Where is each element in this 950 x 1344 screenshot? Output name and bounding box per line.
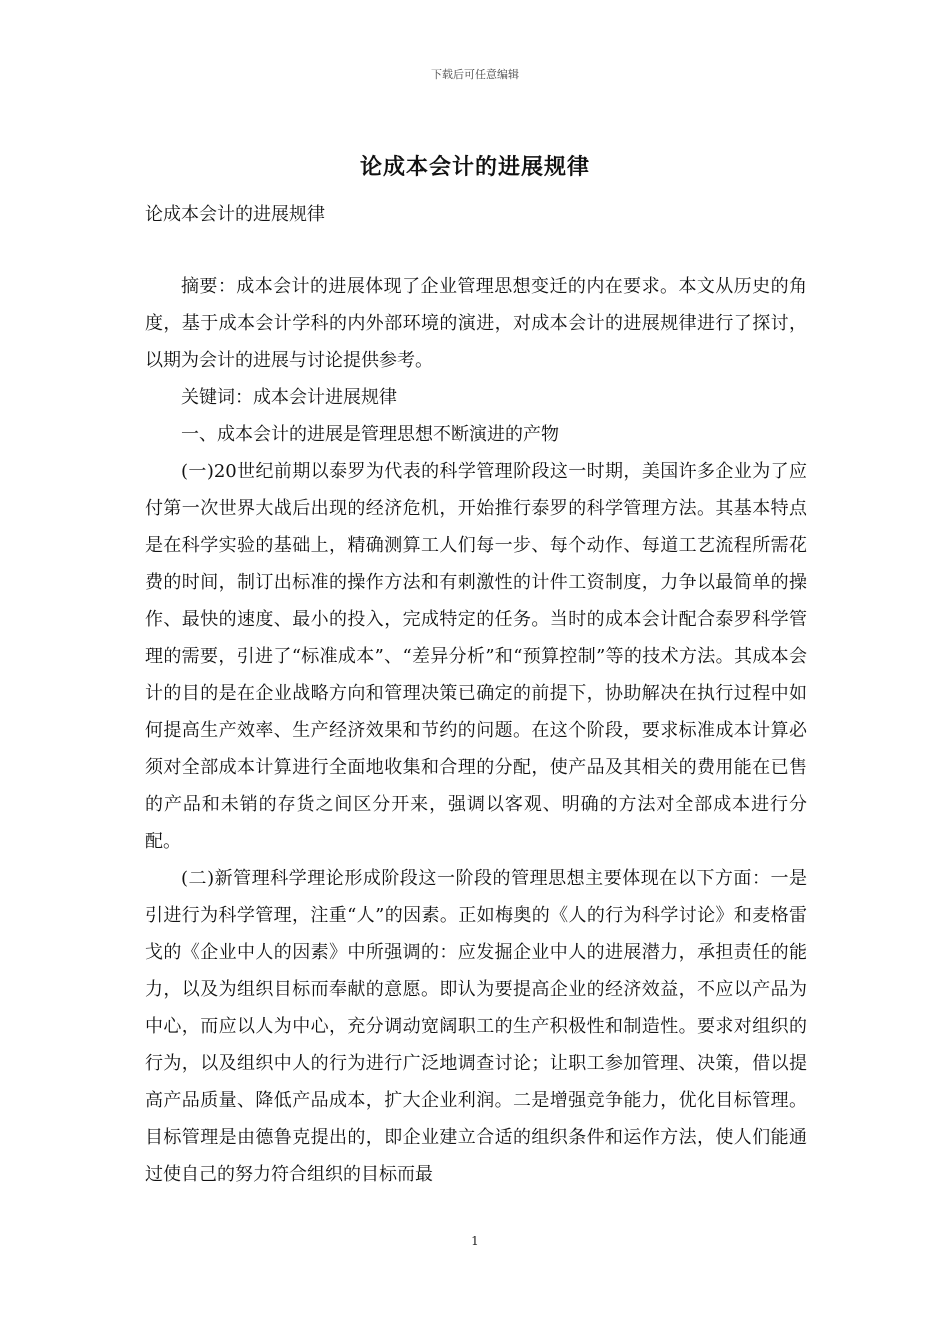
abstract-paragraph: 摘要：成本会计的进展体现了企业管理思想变迁的内在要求。本文从历史的角度，基于成本会计学科的内外部环境的演进，对成本会计的进展规律进行了探讨，以期为会计的进展与讨论提供参考。 xyxy=(145,276,807,371)
document-subtitle: 论成本会计的进展规律 xyxy=(145,204,325,225)
body-paragraph: (一)20世纪前期以泰罗为代表的科学管理阶段这一时期，美国许多企业为了应付第一次世界大战后出现的经济危机，开始推行泰罗的科学管理方法。其基本特点是在科学实验的基础上，精确测算工人们每一步、每个动作、每道工艺流程所需花费的时间，制订出标准的操作方法和有刺激性的计件工资制度，力争以最简单的操作、最快的速度、最小的投入，完成特定的任务。当时的成本会计配合泰罗科学管理的需要，引进了“标准成本”、“差异分析”和“预算控制”等的技术方法。其成本会计的目的是在企业战略方向和管理决策已确定的前提下，协助解决在执行过程中如何提高生产效率、生产经济效果和节约的问题。在这个阶段，要求标准成本计算必须对全部成本计算进行全面地收集和合理的分配，使产品及其相关的费用能在已售的产品和未销的存货之间区分开来，强调以客观、明确的方法对全部成本进行分配。 xyxy=(145,461,807,852)
keywords-paragraph: 关键词：成本会计进展规律 xyxy=(181,387,397,408)
page-number: 1 xyxy=(471,1234,479,1248)
body-text xyxy=(145,268,807,1193)
section-heading: 一、成本会计的进展是管理思想不断演进的产物 xyxy=(181,424,559,445)
body-paragraph: (二)新管理科学理论形成阶段这一阶段的管理思想主要体现在以下方面：一是引进行为科学管理，注重“人”的因素。正如梅奥的《人的行为科学讨论》和麦格雷戈的《企业中人的因素》中所强调的：应发掘企业中人的进展潜力，承担责任的能力，以及为组织目标而奉献的意愿。即认为要提高企业的经济效益，不应以产品为中心，而应以人为中心，充分调动宽阔职工的生产积极性和制造性。要求对组织的行为，以及组织中人的行为进行广泛地调查讨论；让职工参加管理、决策，借以提高产品质量、降低产品成本，扩大企业利润。二是增强竞争能力，优化目标管理。目标管理是由德鲁克提出的，即企业建立合适的组织条件和运作方法，使人们能通过使自己的努力符合组织的目标而最 xyxy=(145,868,807,1185)
page-header-note: 下载后可任意编辑 xyxy=(431,68,519,81)
document-title: 论成本会计的进展规律 xyxy=(359,154,590,180)
